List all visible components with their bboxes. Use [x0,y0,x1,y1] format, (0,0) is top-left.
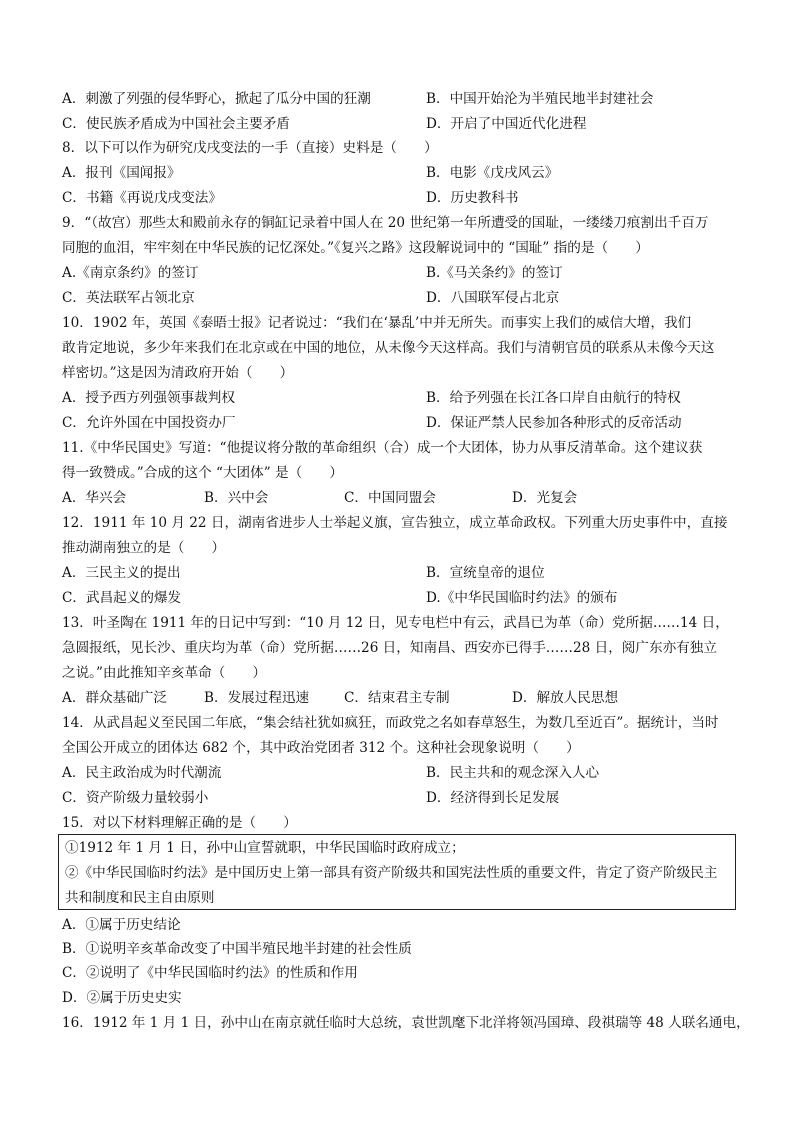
q9-option-c: C．英法联军占领北京 [62,290,195,306]
q14-option-c: C．资产阶级力量较弱小 [62,790,209,806]
q15-material-box [58,834,736,910]
q16-stem-line-1: 16．1912 年 1 月 1 日，孙中山在南京就任临时大总统，袁世凯麾下北洋将领冯国璋、段祺瑞等 48 人联名通电， [62,1015,750,1031]
q11-stem-line-1: 11.《中华民国史》写道：“他提议将分散的革命组织（合）成一个大团体，协力从事反清革命。这个建议获 [62,440,703,456]
q8-option-a: A．报刊《国闻报》 [62,165,181,181]
q15-option-c: C．②说明了《中华民国临时约法》的性质和作用 [62,965,358,981]
q15-stem: 15．对以下材料理解正确的是（ ） [62,815,297,831]
q8-option-c: C．书籍《再说戊戌变法》 [62,190,222,206]
q13-option-b: B．发展过程迅速 [204,690,310,706]
q14-stem-line-2: 全国公开成立的团体达 682 个，其中政治党团者 312 个。这种社会现象说明（ ） [62,740,580,756]
q11-option-c: C．中国同盟会 [344,490,436,506]
q8-option-b: B．电影《戊戌风云》 [426,165,559,181]
q13-stem-line-1: 13．叶圣陶在 1911 年的日记中写到：“10 月 12 日，见专电栏中有云，武昌已为革（命）党所据……14 日， [62,615,729,631]
q9-stem-line-2: 同胞的血泪，牢牢刻在中华民族的记忆深处。”《复兴之路》这段解说词中的 “国耻” 指的是（ ） [62,240,649,256]
q10-stem-line-3: 样密切。”这是因为清政府开始（ ） [62,365,294,381]
q12-option-c: C．武昌起义的爆发 [62,590,182,606]
q15-option-d: D．②属于历史史实 [62,990,182,1006]
q13-stem-line-3: 之说。”由此推知辛亥革命（ ） [62,665,267,681]
q12-stem-line-1: 12．1911 年 10 月 22 日，湖南省进步人士举起义旗，宣告独立，成立革命政权。下列重大历史事件中，直接 [62,515,728,531]
q10-stem-line-1: 10．1902 年，英国《泰晤士报》记者说过：“我们在‘暴乱’中并无所失。而事实上我们的威信大增，我们 [62,315,692,331]
q15-material-2-line-2: 共和制度和民主自由原则 [65,890,215,906]
q10-option-a: A．授予西方列强领事裁判权 [62,390,235,406]
q11-option-b: B．兴中会 [204,490,269,506]
q13-option-d: D．解放人民思想 [512,690,619,706]
q9-option-a: A.《南京条约》的签订 [62,265,199,281]
q11-option-a: A．华兴会 [62,490,127,506]
q15-material-1: ①1912 年 1 月 1 日，孙中山宣誓就职，中华民国临时政府成立； [65,840,465,856]
q12-option-b: B．宣统皇帝的退位 [426,565,545,581]
q13-option-a: A．群众基础广泛 [62,690,167,706]
q15-material-2-line-1: ②《中华民国临时约法》是中国历史上第一部具有资产阶级共和国宪法性质的重要文件，肯定了资产阶级民主 [65,865,718,881]
q11-stem-line-2: 得一致赞成。”合成的这个 “大团体” 是（ ） [62,465,343,481]
q14-option-a: A．民主政治成为时代潮流 [62,765,222,781]
q7-option-c: C．使民族矛盾成为中国社会主要矛盾 [62,116,290,132]
q9-option-b: B.《马关条约》的签订 [426,265,563,281]
q9-stem-line-1: 9．“（故宫）那些太和殿前永存的铜缸记录着中国人在 20 世纪第一年所遭受的国耻，一缕缕刀痕割出千百万 [62,215,709,231]
q10-option-c: C．允许外国在中国投资办厂 [62,415,236,431]
q15-option-a: A．①属于历史结论 [62,917,181,933]
q7-option-d: D．开启了中国近代化进程 [426,116,587,132]
q12-option-d: D.《中华民国临时约法》的颁布 [426,590,618,606]
q11-option-d: D．光复会 [512,490,578,506]
q12-stem-line-2: 推动湖南独立的是（ ） [62,540,226,556]
q10-option-b: B．给予列强在长江各口岸自由航行的特权 [426,390,681,406]
q9-option-d: D．八国联军侵占北京 [426,290,560,306]
q15-option-b: B．①说明辛亥革命改变了中国半殖民地半封建的社会性质 [62,941,412,957]
q13-option-c: C．结束君主专制 [344,690,450,706]
q7-option-b: B．中国开始沦为半殖民地半封建社会 [426,91,654,107]
q10-option-d: D．保证严禁人民参加各种形式的反帝活动 [426,415,682,431]
q13-stem-line-2: 急圆报纸，见长沙、重庆均为革（命）党所据……26 日，知南昌、西安亦已得手……28 日，阅广东亦有独立 [62,640,717,656]
q14-option-d: D．经济得到长足发展 [426,790,560,806]
q7-option-a: A．刺激了列强的侵华野心，掀起了瓜分中国的狂潮 [62,91,371,107]
q14-option-b: B．民主共和的观念深入人心 [426,765,600,781]
q12-option-a: A．三民主义的提出 [62,565,181,581]
q8-stem: 8．以下可以作为研究戊戌变法的一手（直接）史料是（ ） [62,140,438,156]
q8-option-d: D．历史教科书 [426,190,519,206]
q10-stem-line-2: 敢肯定地说，多少年来我们在北京或在中国的地位，从未像今天这样高。我们与清朝官员的联系从未像今天这 [62,340,715,356]
q14-stem-line-1: 14．从武昌起义至民国二年底，“集会结社犹如疯狂，而政党之名如春草怒生，为数几至近百”。据统计，当时 [62,715,719,731]
